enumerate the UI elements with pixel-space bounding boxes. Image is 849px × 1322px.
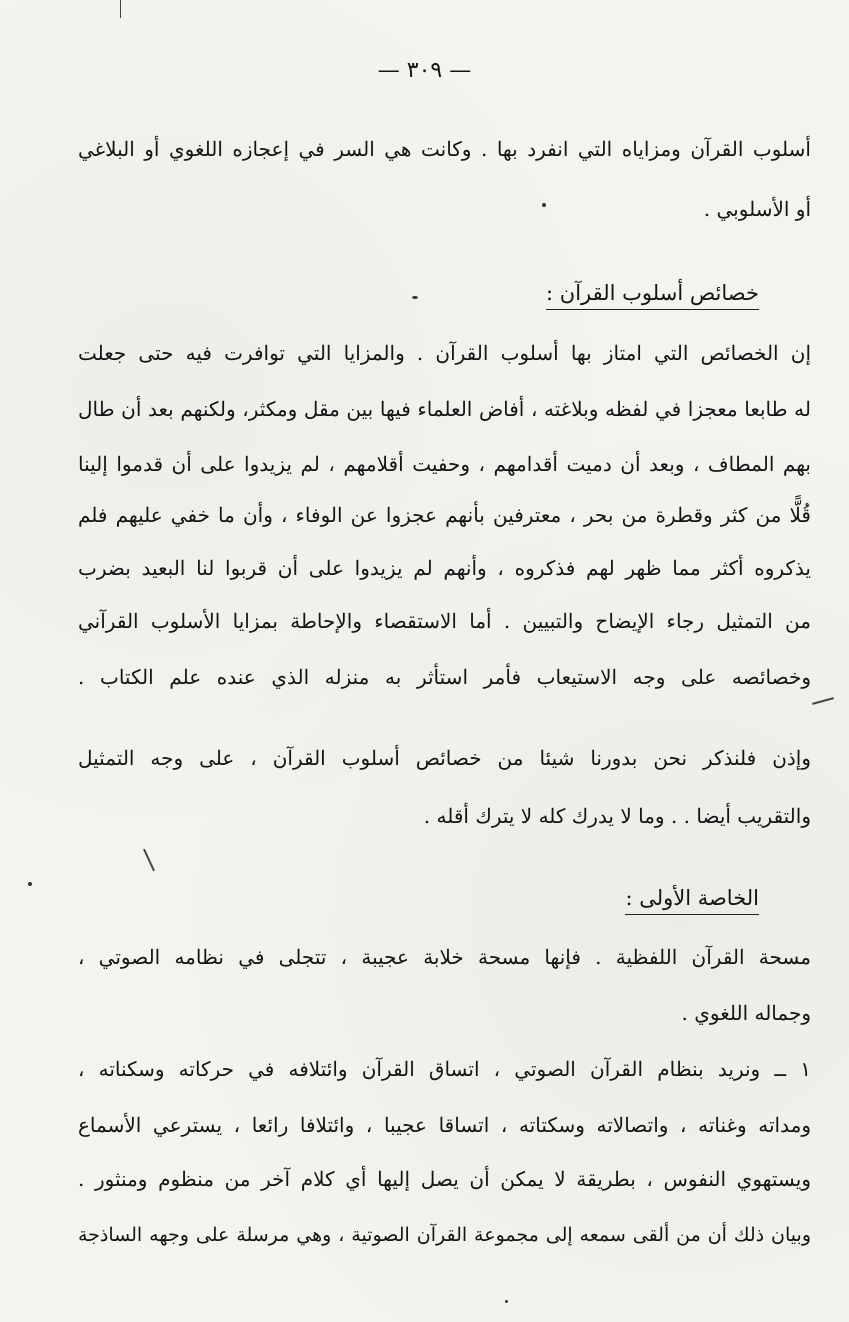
scan-mark [143,849,155,872]
text-line: وإذن فلنذكر نحن بدورنا شيئا من خصائص أسلوب القرآن ، على وجه التمثيل [78,746,811,770]
text-line: وجماله اللغوي . [681,1001,811,1025]
text-line: إن الخصائص التي امتاز بها أسلوب القرآن . والمزايا التي توافرت فيه حتى جعلت [78,341,811,365]
scan-mark [120,0,121,18]
text-line: ويستهوي النفوس ، بطريقة لا يمكن أن يصل إليها أي كلام آخر من منظوم ومنثور . [78,1167,811,1191]
text-line: أسلوب القرآن ومزاياه التي انفرد بها . وكانت هي السر في إعجازه اللغوي أو البلاغي [78,137,811,161]
text-line: وخصائصه على وجه الاستيعاب فأمر استأثر به منزله الذي عنده علم الكتاب . [78,665,811,689]
scan-speck [542,203,546,207]
text-line: وبيان ذلك أن من ألقى سمعه إلى مجموعة القرآن الصوتية ، وهي مرسلة على وجهه الساذجة [78,1224,811,1246]
section-heading [625,883,759,913]
text-line: له طابعا معجزا في لفظه وبلاغته ، أفاض العلماء فيها بين مقل ومكثر، ولكنهم بعد أن طال [78,397,811,421]
scan-mark [812,697,834,705]
section-heading [546,278,759,308]
text-line: يذكروه أكثر مما ظهر لهم فذكروه ، وأنهم لم يزيدوا على أن قربوا لنا البعيد بضرب [78,556,811,580]
text-line: أو الأسلوبي . [703,197,811,221]
text-line: قُلًّا من كثر وقطرة من بحر ، معترفين بأنهم عجزوا عن الوفاء ، وأن ما خفي عليهم فلم [78,503,811,527]
scan-speck [412,296,418,299]
text-line: ١ ــ ونريد بنظام القرآن الصوتي ، اتساق القرآن وائتلافه في حركاته وسكناته ، [78,1057,811,1081]
text-line: والتقريب أيضا . . وما لا يدرك كله لا يترك أقله . [423,804,811,828]
text-line: ومداته وغناته ، واتصالاته وسكتاته ، اتساقا عجيبا ، وائتلافا رائعا ، يسترعي الأسماع [78,1113,811,1137]
text-line: مسحة القرآن اللفظية . فإنها مسحة خلابة عجيبة ، تتجلى في نظامه الصوتي ، [78,945,811,969]
text-line: بهم المطاف ، وبعد أن دميت أقدامهم ، وحفيت أقلامهم ، لم يزيدوا على أن قدموا إلينا [78,452,811,476]
text-line: من التمثيل رجاء الإيضاح والتبيين . أما الاستقصاء والإحاطة بمزايا الأسلوب القرآني [78,609,811,633]
page-number: — ٣٠٩ — [377,58,472,83]
section-heading-text: خصائص أسلوب القرآن : [546,281,759,310]
scan-speck [28,882,32,886]
scan-speck [505,1300,508,1303]
section-heading-text: الخاصة الأولى : [625,886,759,915]
